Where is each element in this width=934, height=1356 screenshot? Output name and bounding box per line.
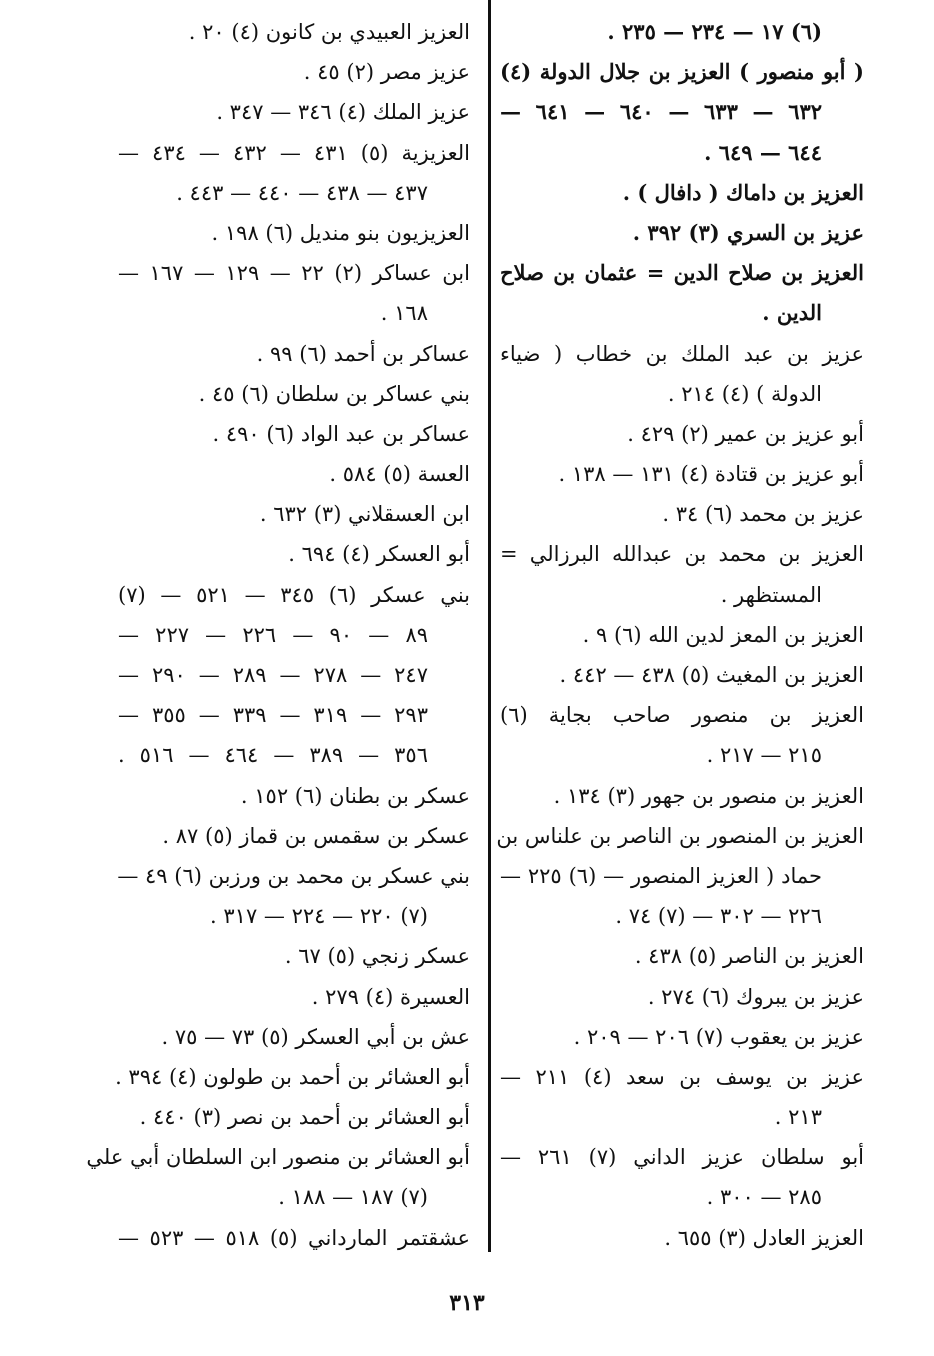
index-entry-line: عشقتمر المارداني (٥) ٥١٨ — ٥٢٣ — (118, 1225, 470, 1250)
index-entry-line: العزيزيون بنو منديل (٦) ١٩٨ . (211, 220, 470, 245)
index-entry-line: العزيز بن المنصور بن الناصر بن علناس بن (496, 823, 864, 848)
index-entry-line: ٦٤٤ — ٦٤٩ . (704, 139, 822, 165)
index-entry-line: عسكر بن بطنان (٦) ١٥٢ . (240, 783, 470, 808)
index-entry-line: العزيز بن الناصر (٥) ٤٣٨ . (634, 944, 864, 969)
column-divider (488, 0, 491, 1252)
index-entry-line: العزيز بن داماك ( دافال ) . (622, 179, 864, 205)
index-entry-line: ٦٣٢ — ٦٣٣ — ٦٤٠ — ٦٤١ — (500, 99, 823, 125)
index-entry-line: أبو العشائر بن أحمد بن طولون (٤) ٣٩٤ . (115, 1064, 470, 1089)
index-entry-line: عزيز بن عبد الملك بن خطاب ( ضياء (500, 341, 864, 366)
index-entry-line: عزيز الملك (٤) ٣٤٦ — ٣٤٧ . (216, 100, 470, 125)
index-entry-line: العزيز بن صلاح الدين = عثمان بن صلاح (500, 260, 864, 286)
index-entry-line: عساكر بن عبد الواد (٦) ٤٩٠ . (212, 421, 470, 446)
index-entry-line: بني عسكر بن محمد بن ورزبن (٦) ٤٩ — (117, 863, 470, 888)
index-entry-line: بني عسكر (٦) ٣٤٥ — ٥٢١ — (٧) (118, 582, 470, 607)
index-entry-line: العزيز بن المغيث (٥) ٤٣٨ — ٤٤٢ . (559, 663, 864, 687)
index-entry-line: ابن عساكر (٢) ٢٢ — ١٢٩ — ١٦٧ — (118, 261, 470, 286)
index-entry-line: أبو سلطان عزيز الداني (٧) ٢٦١ — (500, 1145, 864, 1170)
index-entry-line: العزيز العادل (٣) ٦٥٥ . (664, 1225, 864, 1250)
page-number: ٣١٣ (449, 1290, 485, 1316)
index-entry-line: عسكر بن سقمس بن قماز (٥) ٨٧ . (162, 823, 470, 848)
index-entry-line: عزيز بن السري (٣) ٣٩٢ . (632, 219, 864, 245)
index-entry-line: ٢٨٥ — ٣٠٠ . (706, 1185, 822, 1210)
index-entry-line: عش بن أبي العسكر (٥) ٧٣ — ٧٥ . (161, 1024, 470, 1049)
index-entry-line: عزيز بن محمد (٦) ٣٤ . (662, 502, 864, 527)
right-column (496, 12, 864, 1258)
index-entry-line: عزيز بن يعقوب (٧) ٢٠٦ — ٢٠٩ . (573, 1024, 864, 1049)
index-entry-line: عسكر زنجي (٥) ٦٧ . (284, 944, 470, 969)
index-entry-line: ( أبو منصور ) العزيز بن جلال الدولة (٤) (500, 59, 864, 85)
index-entry-line: أبو عزيز بن قتادة (٤) ١٣١ — ١٣٨ . (558, 462, 864, 487)
index-entry-line: (٧) ٢٢٠ — ٢٢٤ — ٣١٧ . (210, 904, 428, 929)
index-entry-line: ابن العسقلاني (٣) ٦٣٢ . (259, 502, 470, 527)
index-entry-line: أبو العسكر (٤) ٦٩٤ . (288, 542, 470, 567)
index-entry-line: المستظهر . (720, 582, 822, 607)
index-entry-line: عزيز بن يوسف بن سعد (٤) ٢١١ — (500, 1064, 864, 1089)
index-entry-line: ١٦٨ . (380, 301, 428, 326)
index-entry-line: ٢١٣ . (774, 1105, 822, 1130)
index-entry-line: عزيز بن يبروك (٦) ٢٧٤ . (647, 984, 864, 1009)
index-entry-line: أبو العشائر بن منصور ابن السلطان أبي علي (86, 1145, 470, 1170)
index-entry-line: العسة (٥) ٥٨٤ . (329, 462, 470, 487)
index-entry-line: ٤٣٧ — ٤٣٨ — ٤٤٠ — ٤٤٣ . (176, 180, 428, 205)
index-entry-line: بني عساكر بن سلطان (٦) ٤٥ . (198, 381, 470, 406)
index-entry-line: عساكر بن أحمد (٦) ٩٩ . (256, 341, 470, 366)
index-entry-line: العسيرة (٤) ٢٧٩ . (311, 984, 470, 1009)
left-column (86, 12, 470, 1258)
index-entry-line: العزيزية (٥) ٤٣١ — ٤٣٢ — ٤٣٤ — (118, 140, 470, 165)
index-entry-line: العزيز بن محمد بن عبدالله البرزالي = (500, 542, 864, 567)
index-entry-line: أبو العشائر بن أحمد بن نصر (٣) ٤٤٠ . (139, 1105, 470, 1130)
index-entry-line: عزيز مصر (٢) ٤٥ . (303, 60, 470, 85)
index-entry-line: العزيز بن منصور بن جهور (٣) ١٣٤ . (553, 783, 864, 808)
index-entry-line: ٢٩٣ — ٣١٩ — ٣٣٩ — ٣٥٥ — (118, 703, 428, 728)
index-entry-line: ٢٢٦ — ٣٠٢ — (٧) ٧٤ . (615, 904, 822, 929)
index-entry-line: ٢١٥ — ٢١٧ . (706, 743, 822, 768)
index-entry-line: (٧) ١٨٧ — ١٨٨ . (278, 1185, 428, 1210)
index-entry-line: ٢٤٧ — ٢٧٨ — ٢٨٩ — ٢٩٠ — (118, 663, 428, 687)
index-entry-line: ٣٥٦ — ٣٨٩ — ٤٦٤ — ٥١٦ . (118, 743, 428, 768)
index-entry-line: الدين . (762, 300, 822, 326)
index-entry-line: العزيز العبيدي بن كانون (٤) ٢٠ . (188, 20, 470, 44)
index-entry-line: الدولة ) (٤) ٢١٤ . (667, 381, 822, 406)
index-entry-line: ٨٩ — ٩٠ — ٢٢٦ — ٢٢٧ — (118, 622, 429, 647)
index-entry-line: العزيز بن منصور صاحب بجاية (٦) (500, 703, 864, 728)
index-entry-line: أبو عزيز بن عمير (٢) ٤٢٩ . (627, 421, 864, 446)
index-entry-line: العزيز بن المعز لدين الله (٦) ٩ . (582, 622, 864, 647)
index-entry-line: حماد ( العزيز المنصور — (٦) ٢٢٥ — (500, 863, 822, 888)
index-entry-line: (٦) ١٧ — ٢٣٤ — ٢٣٥ . (607, 19, 822, 44)
